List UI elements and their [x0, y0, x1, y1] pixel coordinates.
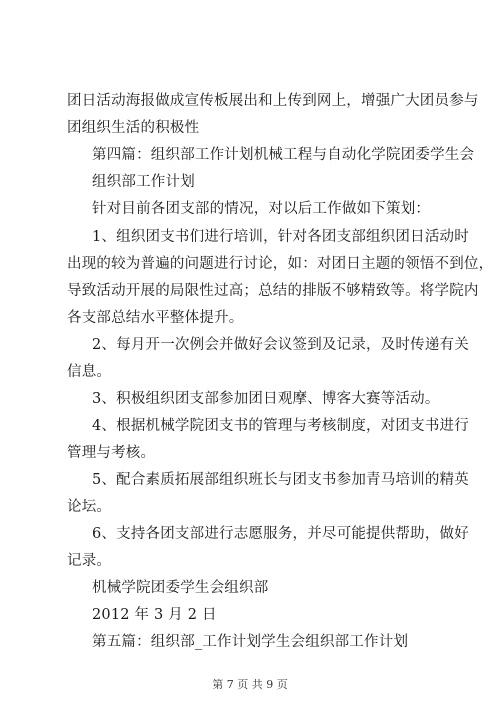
item-1-line-3: 导致活动开展的局限性过高；总结的排版不够精致等。将学院内: [67, 283, 479, 299]
item-6-line-2: 记录。: [67, 553, 112, 569]
page-number: 第 7 页 共 9 页: [212, 678, 288, 691]
section-heading-5: 第五篇：组织部_工作计划学生会组织部工作计划: [92, 634, 409, 650]
item-4-line-2: 管理与考核。: [67, 445, 156, 461]
signature-date: 2012 年 3 月 2 日: [92, 607, 217, 623]
item-1-line-4: 各支部总结水平整体提升。: [67, 310, 244, 326]
item-3-line-1: 3、积极组织团支部参加团日观摩、博客大赛等活动。: [92, 391, 440, 407]
item-5-line-2: 论坛。: [67, 499, 112, 515]
item-5-line-1: 5、配合素质拓展部组织班长与团支书参加青马培训的精英: [92, 472, 469, 488]
body-line-2: 团组织生活的积极性: [67, 120, 200, 136]
item-2-line-1: 2、每月开一次例会并做好会议签到及记录，及时传递有关: [92, 337, 469, 353]
signature-org: 机械学院团委学生会组织部: [92, 580, 269, 596]
item-1-line-2: 出现的较为普遍的问题进行讨论，如：对团日主题的领悟不到位，: [67, 256, 494, 272]
section-heading-4: 第四篇：组织部工作计划机械工程与自动化学院团委学生会: [92, 147, 475, 163]
item-2-line-2: 信息。: [67, 364, 112, 380]
item-6-line-1: 6、支持各团支部进行志愿服务，并尽可能提供帮助，做好: [92, 526, 469, 542]
intro-line: 针对目前各团支部的情况，对以后工作做如下策划：: [92, 201, 431, 217]
section-subheading-4: 组织部工作计划: [92, 174, 195, 190]
body-line-1: 团日活动海报做成宣传板展出和上传到网上，增强广大团员参与: [67, 93, 479, 109]
item-1-line-1: 1、组织团支书们进行培训，针对各团支部组织团日活动时: [92, 229, 469, 245]
item-4-line-1: 4、根据机械学院团支书的管理与考核制度，对团支书进行: [92, 418, 469, 434]
